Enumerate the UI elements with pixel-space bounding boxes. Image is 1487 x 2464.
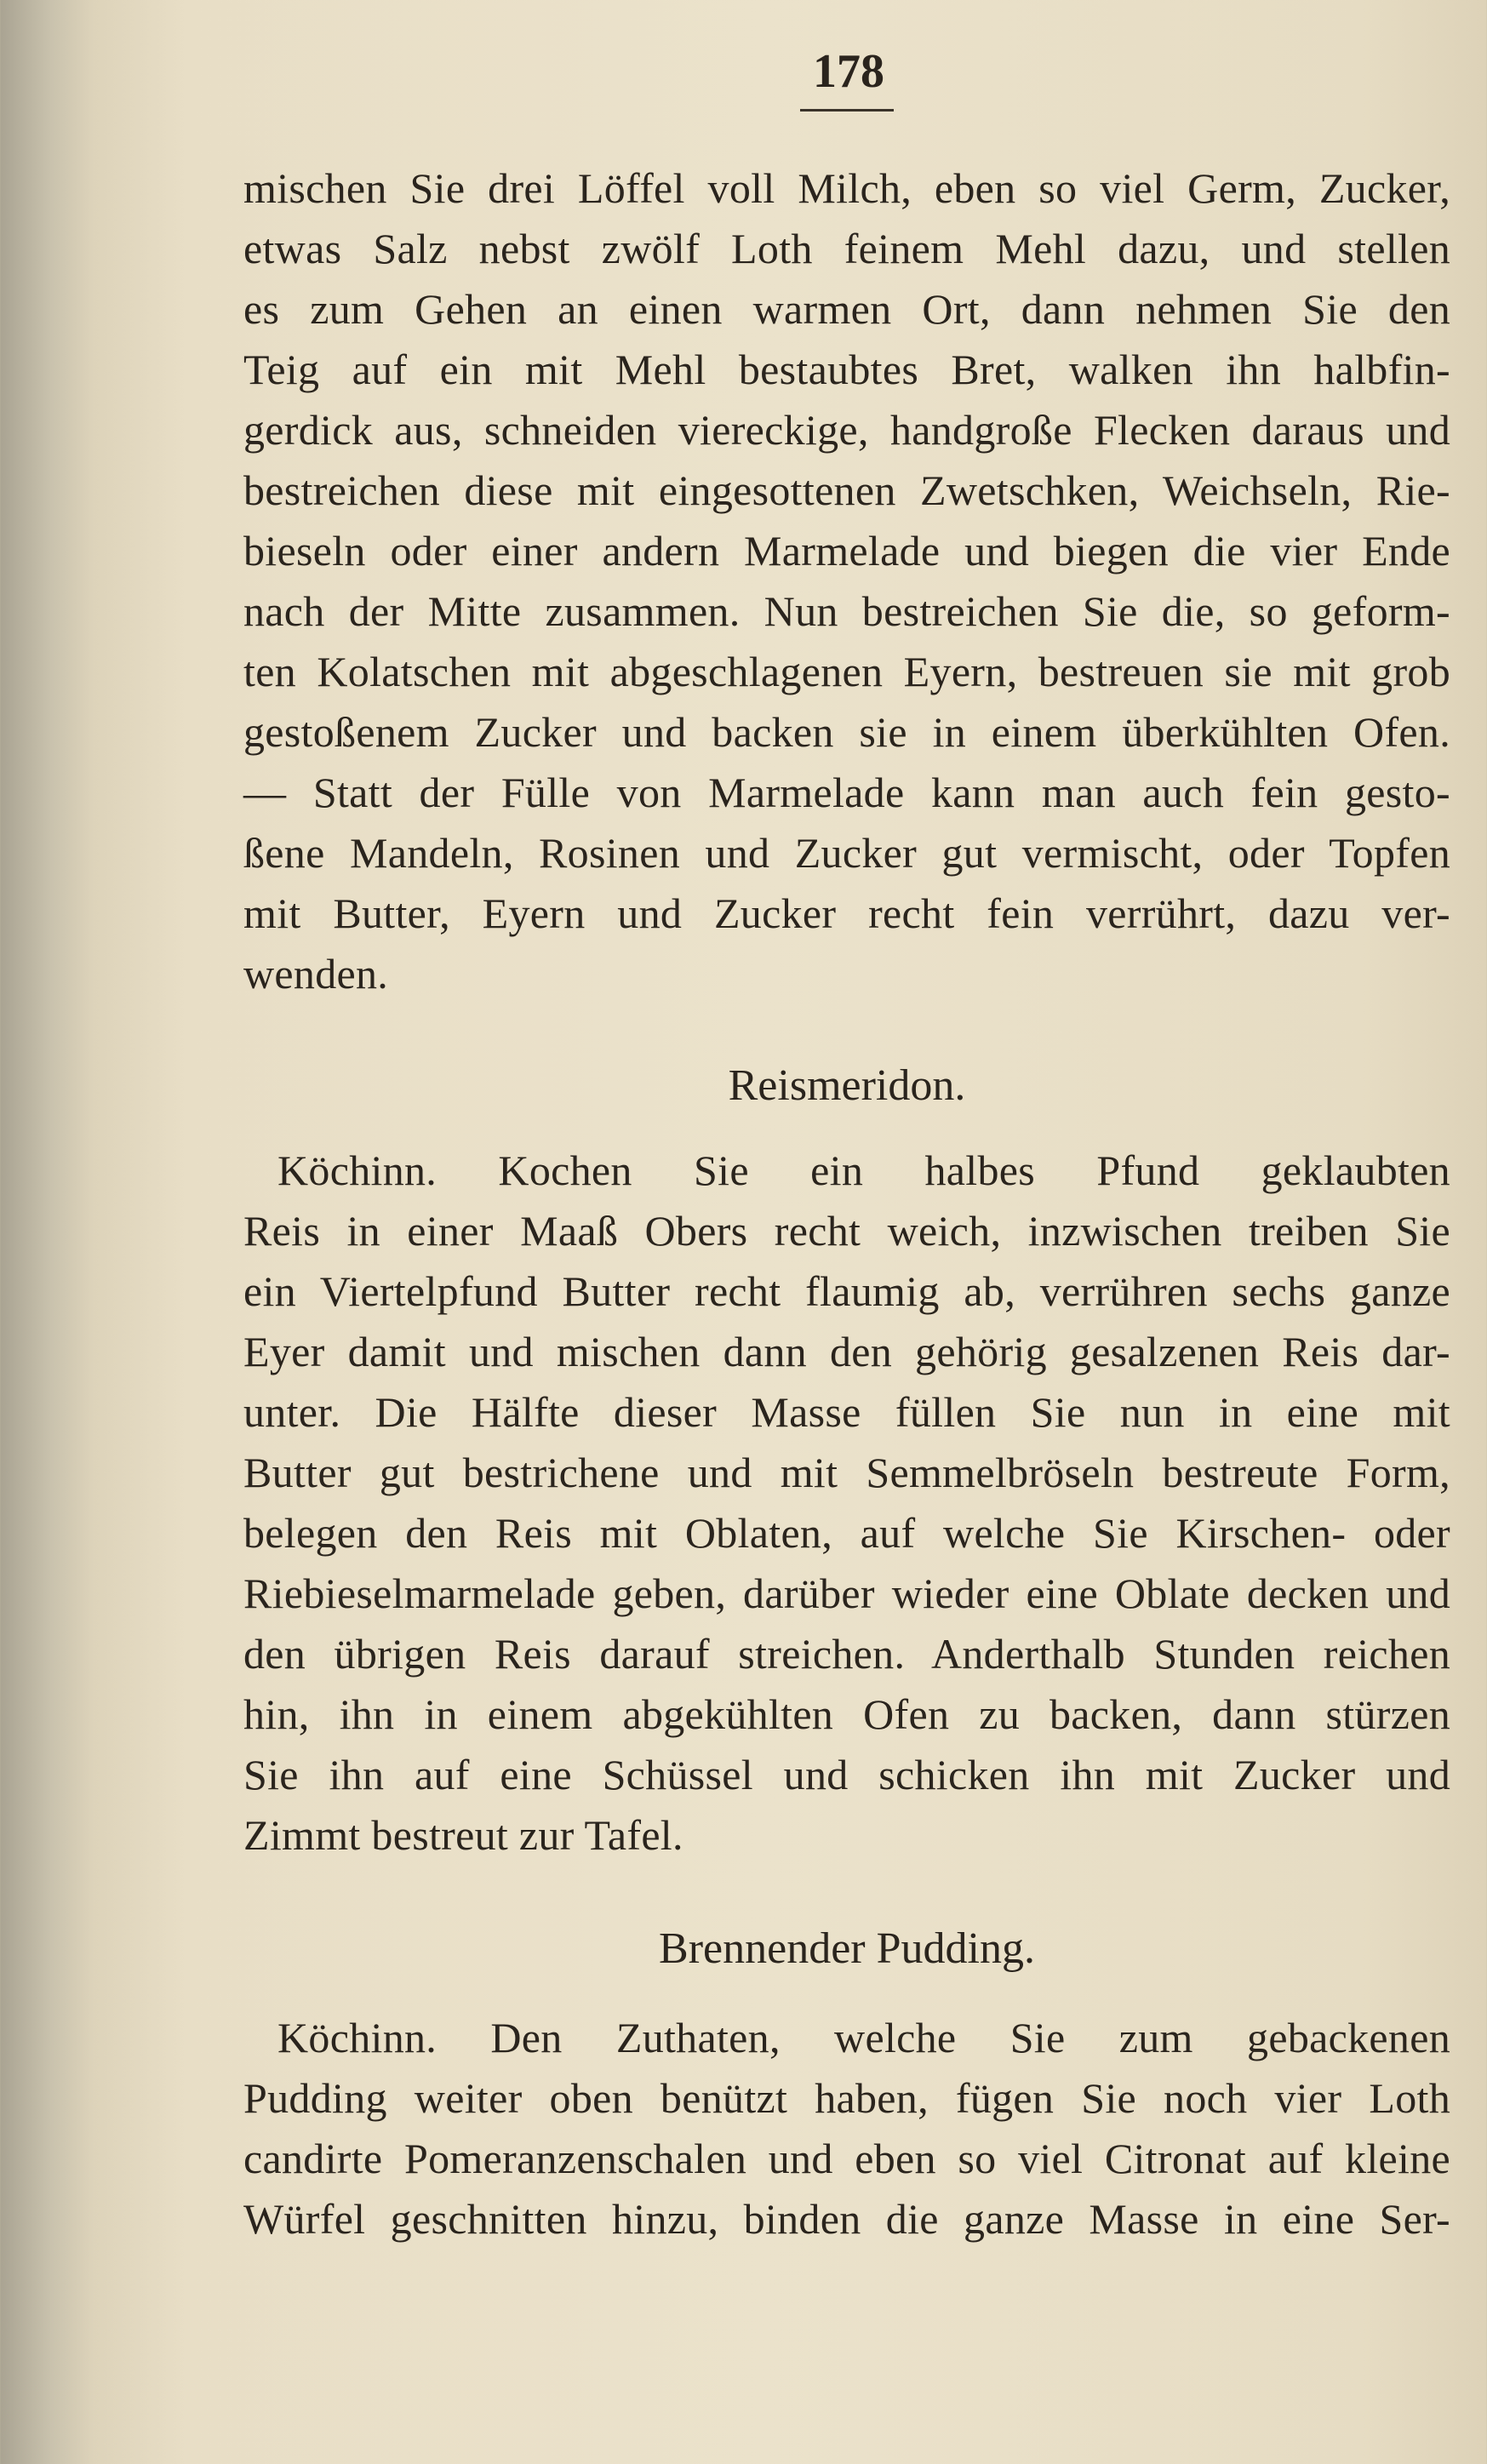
text-line: Köchinn. Den Zuthaten, welche Sie zum gebackenen — [277, 2014, 1450, 2061]
text-line: ßene Mandeln, Rosinen und Zucker gut vermischt, oder Topfen — [243, 829, 1450, 877]
text-line: bieseln oder einer andern Marmelade und biegen die vier Ende — [243, 527, 1450, 575]
text-line: Teig auf ein mit Mehl bestaubtes Bret, walken ihn halbfin- — [243, 346, 1450, 393]
text-line: Zimmt bestreut zur Tafel. — [243, 1811, 683, 1859]
text-line: unter. Die Hälfte dieser Masse füllen Sie nun in eine mit — [243, 1388, 1450, 1436]
text-line: belegen den Reis mit Oblaten, auf welche Sie Kirschen- oder — [243, 1509, 1450, 1557]
text-line: wenden. — [243, 950, 389, 998]
text-line: — Statt der Fülle von Marmelade kann man auch fein gesto- — [243, 769, 1450, 816]
text-line: gerdick aus, schneiden viereckige, handgroße Flecken daraus und — [243, 406, 1450, 454]
text-line: mit Butter, Eyern und Zucker recht fein verrührt, dazu ver- — [243, 889, 1450, 937]
text-line: es zum Gehen an einen warmen Ort, dann nehmen Sie den — [243, 285, 1450, 333]
paragraph-1 — [243, 158, 1450, 1004]
heading-brennender-pudding: Brennender Pudding. — [659, 1924, 1035, 1973]
text-line: Würfel geschnitten hinzu, binden die ganze Masse in eine Ser- — [243, 2195, 1450, 2243]
text-line: gestoßenem Zucker und backen sie in einem überkühlten Ofen. — [243, 708, 1450, 756]
text-line: Sie ihn auf eine Schüssel und schicken ihn mit Zucker und — [243, 1751, 1450, 1798]
text-line: hin, ihn in einem abgekühlten Ofen zu backen, dann stürzen — [243, 1690, 1450, 1738]
text-line: Butter gut bestrichene und mit Semmelbröseln bestreute Form, — [243, 1449, 1450, 1496]
page-number-rule — [800, 109, 894, 111]
text-line: nach der Mitte zusammen. Nun bestreichen Sie die, so geform- — [243, 587, 1450, 635]
page-number: 178 — [813, 45, 884, 98]
text-line: den übrigen Reis darauf streichen. Anderthalb Stunden reichen — [243, 1630, 1450, 1678]
heading-reismeridon: Reismeridon. — [728, 1061, 966, 1110]
text-line: Reis in einer Maaß Obers recht weich, inzwischen treiben Sie — [243, 1207, 1450, 1255]
text-line: Riebieselmarmelade geben, darüber wieder eine Oblate decken und — [243, 1569, 1450, 1617]
paragraph-2 — [243, 1141, 1450, 1866]
text-line: bestreichen diese mit eingesottenen Zwetschken, Weichseln, Rie- — [243, 466, 1450, 514]
text-line: ein Viertelpfund Butter recht flaumig ab, verrühren sechs ganze — [243, 1267, 1450, 1315]
text-line: ten Kolatschen mit abgeschlagenen Eyern, bestreuen sie mit grob — [243, 648, 1450, 695]
text-line: candirte Pomeranzenschalen und eben so viel Citronat auf kleine — [243, 2135, 1450, 2182]
paragraph-3 — [243, 2008, 1450, 2250]
text-line: Köchinn. Kochen Sie ein halbes Pfund geklaubten — [277, 1146, 1450, 1194]
text-line: Eyer damit und mischen dann den gehörig gesalzenen Reis dar- — [243, 1328, 1450, 1375]
text-line: mischen Sie drei Löffel voll Milch, eben so viel Germ, Zucker, — [243, 164, 1450, 212]
text-line: etwas Salz nebst zwölf Loth feinem Mehl dazu, und stellen — [243, 225, 1450, 272]
text-line: Pudding weiter oben benützt haben, fügen Sie noch vier Loth — [243, 2074, 1450, 2122]
